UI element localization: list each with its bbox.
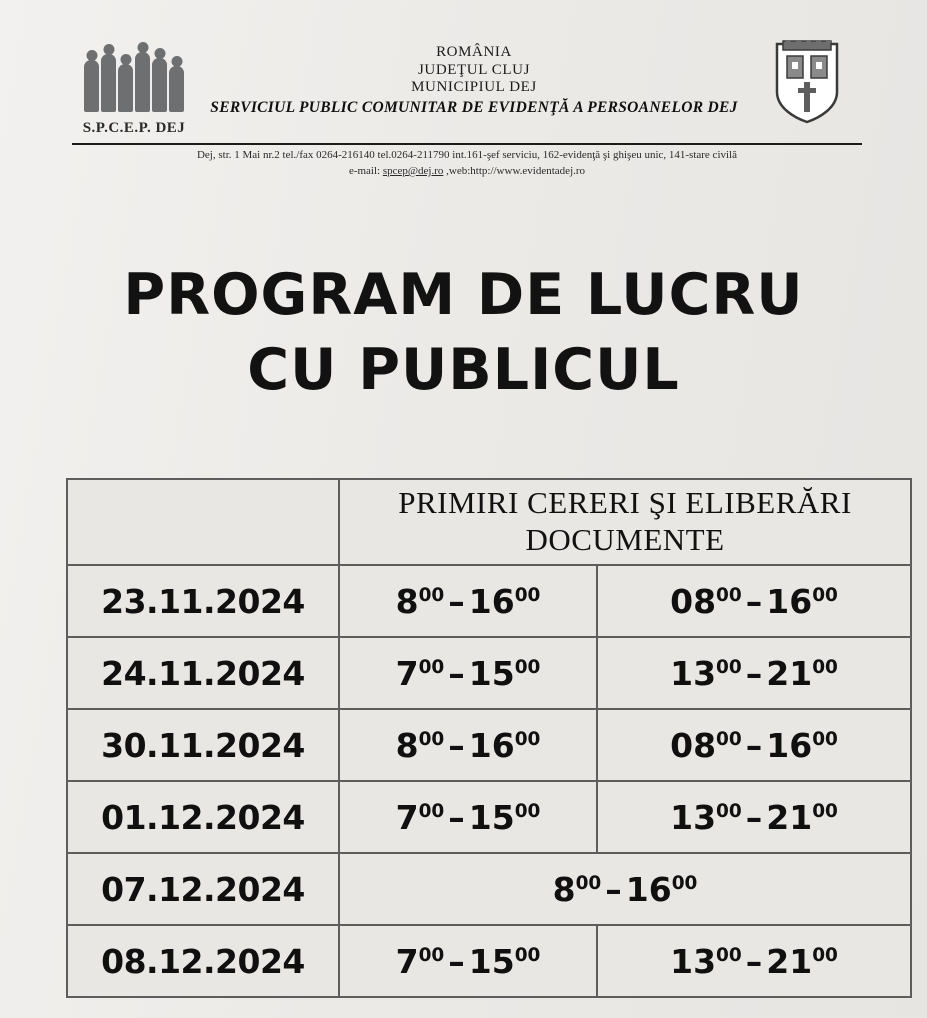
schedule-table-body: [67, 479, 911, 997]
row-date: 01.12.2024: [67, 781, 339, 853]
row-date: 08.12.2024: [67, 925, 339, 997]
county-name: JUDEŢUL CLUJ: [417, 61, 531, 78]
email-label: e-mail:: [348, 164, 383, 177]
header-blank-cell: [67, 479, 339, 565]
institution-heading: [196, 38, 752, 117]
row-slot-1: $8^{00} - 16^{00}$: [339, 565, 597, 637]
table-row: [67, 637, 911, 709]
row-date: 07.12.2024: [67, 853, 339, 925]
crest-icon: [774, 40, 840, 124]
table-row: [67, 565, 911, 637]
spcep-logo: [72, 38, 196, 137]
title-line-1: PROGRAM DE LUCRU: [123, 262, 804, 328]
header-services-cell: PRIMIRI CERERI ŞI ELIBERĂRI DOCUMENTE: [339, 479, 911, 565]
table-row: [67, 709, 911, 781]
contact-line-2: [72, 164, 862, 180]
row-slot-1: $7^{00} - 15^{00}$: [339, 925, 597, 997]
table-row: [67, 925, 911, 997]
row-slot-2: $08^{00} - 16^{00}$: [597, 565, 911, 637]
page-title: [0, 258, 927, 408]
country-name: ROMÂNIA: [436, 44, 512, 60]
table-row: [67, 853, 911, 925]
contact-line-1: Dej, str. 1 Mai nr.2 tel./fax 0264-216140 tel.0264-211790 int.161-şef serviciu, 162-evidenţă şi ghişeu unic, 141-stare civilă: [196, 149, 737, 161]
email-address: spcep@dej.ro: [382, 164, 444, 177]
title-line-2: CU PUBLICUL: [247, 337, 680, 404]
service-name: SERVICIUL PUBLIC COMUNITAR DE EVIDENŢĂ A PERSOANELOR DEJ: [210, 99, 738, 117]
row-slot-1: $8^{00} - 16^{00}$: [339, 709, 597, 781]
logo-caption: S.P.C.E.P. DEJ: [82, 120, 186, 136]
row-date: 24.11.2024: [67, 637, 339, 709]
people-silhouettes-icon: [72, 38, 196, 112]
municipality-name: MUNICIPIUL DEJ: [411, 79, 537, 96]
row-slot-1: $7^{00} - 15^{00}$: [339, 781, 597, 853]
row-slot-merged: $8^{00} - 16^{00}$: [339, 853, 911, 925]
schedule-table: [66, 478, 912, 998]
row-slot-2: $08^{00} - 16^{00}$: [597, 709, 911, 781]
row-slot-2: $13^{00} - 21^{00}$: [597, 637, 911, 709]
row-slot-1: $7^{00} - 15^{00}$: [339, 637, 597, 709]
letterhead-row: [72, 38, 862, 137]
contact-info: [72, 145, 862, 180]
table-row: [67, 781, 911, 853]
row-date: 30.11.2024: [67, 709, 339, 781]
table-header-row: [67, 479, 911, 565]
coat-of-arms: [752, 38, 862, 124]
row-slot-2: $13^{00} - 21^{00}$: [597, 925, 911, 997]
letterhead: [72, 38, 862, 178]
website-address: ,web:http://www.evidentadej.ro: [443, 164, 586, 177]
row-date: 23.11.2024: [67, 565, 339, 637]
row-slot-2: $13^{00} - 21^{00}$: [597, 781, 911, 853]
